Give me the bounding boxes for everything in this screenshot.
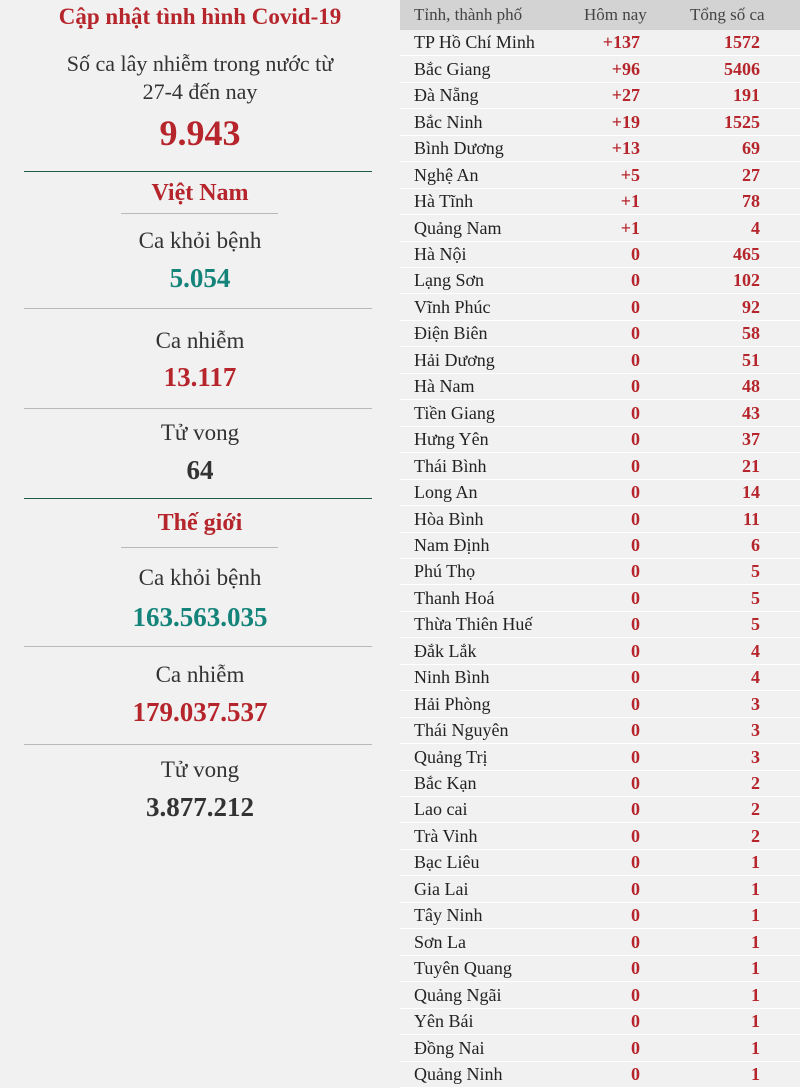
row-name: Quảng Nam: [414, 217, 502, 238]
table-row: [400, 797, 800, 823]
row-total: 1: [751, 931, 760, 952]
world-deaths-value: 3.877.212: [146, 792, 254, 822]
table-row: [400, 109, 800, 135]
row-today: 0: [631, 693, 640, 714]
row-name: Đắk Lắk: [414, 640, 477, 661]
world-heading: Thế giới: [157, 510, 243, 536]
table-row: [400, 771, 800, 797]
row-total: 102: [733, 270, 760, 291]
table-row: [400, 718, 800, 744]
row-today: 0: [631, 905, 640, 926]
table-row: [400, 321, 800, 347]
row-name: Tiền Giang: [414, 402, 495, 423]
row-total: 4: [751, 217, 760, 238]
row-today: 0: [631, 773, 640, 794]
subtitle-line-1: Số ca lây nhiễm trong nước từ: [66, 51, 334, 76]
row-name: Vĩnh Phúc: [414, 296, 491, 317]
row-total: 1: [751, 905, 760, 926]
row-today: +96: [611, 58, 640, 79]
row-total: 4: [751, 667, 760, 688]
row-total: 48: [742, 376, 760, 397]
table-row: [400, 533, 800, 559]
table-row: [400, 929, 800, 955]
vietnam-heading: Việt Nam: [151, 180, 249, 206]
world-deaths-label: Tử vong: [160, 757, 240, 782]
row-today: +137: [602, 32, 640, 53]
row-total: 1: [751, 958, 760, 979]
row-name: Hòa Bình: [414, 508, 484, 529]
divider: [24, 171, 372, 172]
divider: [121, 547, 278, 548]
row-today: 0: [631, 825, 640, 846]
row-total: 14: [742, 482, 760, 503]
row-total: 6: [751, 534, 760, 555]
row-total: 5: [751, 614, 760, 635]
table-row: [400, 295, 800, 321]
row-total: 21: [742, 455, 760, 476]
province-table: [400, 0, 800, 1088]
vn-cases-label: Ca nhiễm: [155, 328, 245, 353]
row-total: 43: [742, 402, 760, 423]
table-row: [400, 876, 800, 902]
row-name: TP Hồ Chí Minh: [414, 32, 535, 53]
table-row: [400, 56, 800, 82]
table-row: [400, 638, 800, 664]
row-total: 191: [733, 85, 760, 106]
row-name: Hải Phòng: [414, 693, 491, 714]
divider: [24, 744, 372, 745]
table-row: [400, 1062, 800, 1088]
row-today: 0: [631, 958, 640, 979]
row-name: Đồng Nai: [414, 1037, 485, 1058]
row-total: 2: [751, 773, 760, 794]
row-name: Tuyên Quang: [414, 958, 512, 979]
row-today: 0: [631, 508, 640, 529]
row-total: 11: [742, 508, 760, 529]
table-row: [400, 374, 800, 400]
table-row: [400, 612, 800, 638]
row-total: 3: [751, 720, 760, 741]
row-today: 0: [631, 720, 640, 741]
row-today: 0: [631, 349, 640, 370]
row-today: 0: [631, 429, 640, 450]
row-today: +5: [620, 164, 640, 185]
row-name: Ninh Bình: [414, 667, 490, 688]
table-row: [400, 347, 800, 373]
row-name: Thừa Thiên Huế: [414, 614, 533, 635]
row-name: Nam Định: [414, 534, 490, 555]
row-today: 0: [631, 323, 640, 344]
world-cases-label: Ca nhiễm: [155, 662, 245, 687]
row-name: Phú Thọ: [414, 561, 476, 582]
world-cases-value: 179.037.537: [132, 697, 268, 727]
vn-recovered-label: Ca khỏi bệnh: [138, 228, 262, 253]
table-row: [400, 665, 800, 691]
row-today: 0: [631, 296, 640, 317]
row-name: Quảng Trị: [414, 746, 488, 767]
table-row: [400, 956, 800, 982]
row-total: 465: [733, 244, 760, 265]
domestic-subtitle: [0, 50, 400, 106]
row-today: 0: [631, 614, 640, 635]
table-row: [400, 453, 800, 479]
table-row: [400, 427, 800, 453]
table-row: [400, 585, 800, 611]
table-row: [400, 189, 800, 215]
row-today: 0: [631, 746, 640, 767]
row-total: 69: [742, 138, 760, 159]
row-total: 27: [742, 164, 760, 185]
row-today: 0: [631, 852, 640, 873]
row-name: Hà Tĩnh: [414, 191, 474, 212]
row-today: 0: [631, 244, 640, 265]
table-row: [400, 83, 800, 109]
row-total: 1: [751, 1011, 760, 1032]
table-header: [400, 0, 800, 30]
table-row: [400, 1035, 800, 1061]
row-name: Thanh Hoá: [414, 587, 495, 608]
row-name: Hưng Yên: [414, 429, 489, 450]
row-total: 1: [751, 1063, 760, 1084]
domestic-total: 9.943: [159, 113, 241, 153]
row-total: 5406: [724, 58, 760, 79]
row-total: 3: [751, 693, 760, 714]
row-today: 0: [631, 587, 640, 608]
row-total: 58: [742, 323, 760, 344]
row-name: Bắc Ninh: [414, 111, 483, 132]
row-total: 92: [742, 296, 760, 317]
row-today: +19: [611, 111, 640, 132]
row-total: 4: [751, 640, 760, 661]
row-today: 0: [631, 799, 640, 820]
row-today: 0: [631, 931, 640, 952]
row-today: 0: [631, 376, 640, 397]
col-header-total: Tổng số ca: [690, 5, 765, 24]
row-name: Quảng Ngãi: [414, 984, 502, 1005]
vn-deaths-label: Tử vong: [160, 420, 240, 445]
vn-cases-value: 13.117: [163, 362, 237, 392]
row-total: 5: [751, 587, 760, 608]
row-name: Trà Vinh: [414, 825, 478, 846]
table-row: [400, 691, 800, 717]
table-row: [400, 903, 800, 929]
table-row: [400, 480, 800, 506]
col-header-province: Tỉnh, thành phố: [414, 5, 523, 24]
world-recovered-label: Ca khỏi bệnh: [138, 565, 262, 590]
vn-deaths-value: 64: [186, 455, 214, 485]
row-name: Hà Nam: [414, 376, 475, 397]
table-row: [400, 30, 800, 56]
table-row: [400, 136, 800, 162]
row-today: +13: [611, 138, 640, 159]
row-today: 0: [631, 1037, 640, 1058]
row-total: 3: [751, 746, 760, 767]
divider: [24, 646, 372, 647]
table-row: [400, 162, 800, 188]
row-name: Thái Bình: [414, 455, 487, 476]
row-today: 0: [631, 984, 640, 1005]
row-name: Bạc Liêu: [414, 852, 480, 873]
row-total: 1572: [724, 32, 760, 53]
row-name: Lạng Sơn: [414, 270, 485, 291]
row-name: Sơn La: [414, 931, 467, 952]
vn-recovered-value: 5.054: [169, 263, 231, 293]
row-name: Hà Nội: [414, 244, 467, 265]
row-today: 0: [631, 1011, 640, 1032]
table-row: [400, 559, 800, 585]
row-total: 1: [751, 1037, 760, 1058]
row-total: 2: [751, 799, 760, 820]
divider: [24, 308, 372, 309]
row-total: 2: [751, 825, 760, 846]
row-today: 0: [631, 534, 640, 555]
row-name: Long An: [414, 482, 478, 503]
row-total: 51: [742, 349, 760, 370]
divider: [24, 498, 372, 499]
row-total: 5: [751, 561, 760, 582]
table-row: [400, 400, 800, 426]
row-name: Quảng Ninh: [414, 1063, 503, 1084]
table-row: [400, 824, 800, 850]
row-name: Bắc Giang: [414, 58, 491, 79]
row-name: Nghệ An: [414, 164, 479, 185]
row-name: Đà Nẵng: [414, 85, 479, 106]
row-name: Gia Lai: [414, 878, 469, 899]
row-today: 0: [631, 402, 640, 423]
row-name: Điện Biên: [414, 323, 488, 344]
table-row: [400, 850, 800, 876]
row-name: Yên Bái: [414, 1011, 474, 1032]
table-row: [400, 215, 800, 241]
divider: [24, 408, 372, 409]
row-total: 1: [751, 984, 760, 1005]
row-name: Bình Dương: [414, 138, 504, 159]
row-today: +27: [611, 85, 640, 106]
col-header-today: Hôm nay: [584, 5, 647, 24]
row-total: 1: [751, 878, 760, 899]
row-today: 0: [631, 482, 640, 503]
row-today: 0: [631, 1063, 640, 1084]
row-total: 78: [742, 191, 760, 212]
row-total: 1525: [724, 111, 760, 132]
table-row: [400, 268, 800, 294]
table-row: [400, 744, 800, 770]
row-today: +1: [620, 217, 640, 238]
row-name: Hải Dương: [414, 349, 495, 370]
row-today: 0: [631, 455, 640, 476]
divider: [121, 213, 278, 214]
row-today: 0: [631, 878, 640, 899]
subtitle-line-2: 27-4 đến nay: [142, 79, 258, 104]
table-row: [400, 1009, 800, 1035]
row-today: 0: [631, 561, 640, 582]
world-recovered-value: 163.563.035: [132, 602, 268, 632]
table-row: [400, 242, 800, 268]
row-name: Tây Ninh: [414, 905, 483, 926]
row-name: Thái Nguyên: [414, 720, 509, 741]
table-row: [400, 982, 800, 1008]
row-name: Bắc Kạn: [414, 773, 477, 794]
table-row: [400, 506, 800, 532]
row-today: 0: [631, 270, 640, 291]
row-total: 1: [751, 852, 760, 873]
row-today: 0: [631, 667, 640, 688]
row-today: +1: [620, 191, 640, 212]
row-name: Lao cai: [414, 799, 468, 820]
page-title: Cập nhật tình hình Covid-19: [58, 4, 342, 29]
row-today: 0: [631, 640, 640, 661]
row-total: 37: [742, 429, 760, 450]
